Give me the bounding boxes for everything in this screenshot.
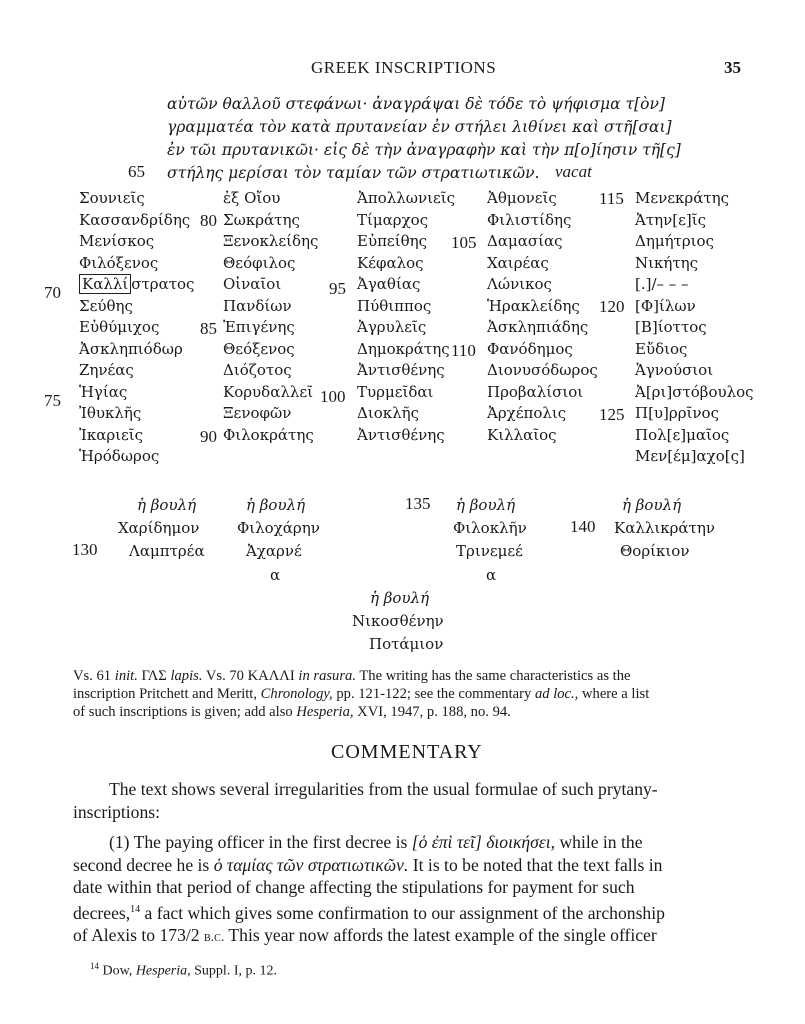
crown-name: Φιλοκλῆν bbox=[453, 519, 527, 537]
name-entry: Φιλόξενος bbox=[79, 253, 159, 272]
name-entry: Ἀγαθίας bbox=[357, 275, 421, 293]
footnote-ref: 14 bbox=[130, 903, 141, 915]
footnote-text: Suppl. I, p. 12. bbox=[194, 963, 277, 979]
crown-demotic: Ἀχαρνέ bbox=[246, 542, 302, 560]
note-text: ad loc., bbox=[534, 686, 579, 702]
name-entry: Εὐπείθης bbox=[357, 232, 427, 250]
name-entry: Ἀπολλωνιεῖς bbox=[357, 189, 456, 207]
crown-boule: ἡ βουλή bbox=[246, 496, 306, 514]
footnote-text: Dow, bbox=[102, 963, 133, 979]
line-number: 95 bbox=[329, 279, 346, 298]
name-entry: Διονυσόδωρος bbox=[487, 361, 598, 379]
name-column-5 bbox=[635, 188, 754, 468]
name-entry: Διοκλῆς bbox=[357, 404, 420, 422]
line-number: 70 bbox=[44, 283, 61, 302]
text-span: (1) The paying officer in the first decree is bbox=[109, 832, 408, 852]
name-entry: Σεύθης bbox=[79, 296, 133, 315]
text-span: b.c. bbox=[203, 929, 225, 945]
decree-line: στήλης μερίσαι τὸν ταμίαν τῶν στρατιωτικῶν. bbox=[167, 164, 540, 182]
name-entry: Φιλιστίδης bbox=[487, 210, 572, 229]
note-text: of such inscriptions is given; add also bbox=[73, 704, 293, 720]
footnote-number: 14 bbox=[90, 961, 99, 971]
name-entry: Δημήτριος bbox=[635, 232, 714, 250]
name-entry: Θεόξενος bbox=[223, 339, 295, 358]
name-entry: Ἀθμονεῖς bbox=[487, 189, 557, 207]
name-entry: Ἐπιγένης bbox=[223, 318, 295, 336]
name-entry: Ἀγρυλεῖς bbox=[357, 318, 427, 336]
line-number: 100 bbox=[320, 387, 346, 406]
note-line bbox=[73, 685, 738, 703]
text-span: second decree he is bbox=[73, 854, 210, 875]
running-header: GREEK INSCRIPTIONS bbox=[311, 58, 497, 77]
name-entry: Προβαλίσιοι bbox=[487, 382, 584, 401]
name-entry: Π[υ]ρρῖνος bbox=[635, 404, 719, 422]
decree-line: γραμματέα τὸν κατὰ πρυτανείαν ἐν στήλει λιθίνει καὶ στῆ[σαι] bbox=[167, 118, 672, 136]
name-entry: Διόζοτος bbox=[223, 361, 292, 379]
line-number: 115 bbox=[599, 189, 624, 208]
line-number: 135 bbox=[405, 494, 431, 513]
name-entry: Νικήτης bbox=[635, 253, 699, 272]
name-entry: [Β]ίοττος bbox=[635, 318, 707, 336]
name-entry: Φιλοκράτης bbox=[223, 425, 314, 444]
crown-demotic: Θορίκιον bbox=[620, 542, 690, 560]
name-entry: Κιλλαῖος bbox=[487, 425, 557, 444]
note-text: The writing has the same characteristics as the bbox=[359, 668, 631, 684]
name-column-4 bbox=[487, 188, 598, 446]
name-entry: Χαιρέας bbox=[487, 253, 549, 272]
decree-line: αὐτῶν θαλλοῦ στεφάνωι· ἀναγράψαι δὲ τόδε τὸ ψήφισμα τ[ὸν] bbox=[167, 95, 665, 113]
name-entry: Κέφαλος bbox=[357, 253, 424, 272]
name-entry: Πύθιππος bbox=[357, 296, 432, 315]
name-entry: Πολ[ε]μαῖος bbox=[635, 425, 730, 444]
greek-phrase: διοικήσει, bbox=[486, 832, 556, 852]
name-entry: Ἀντισθένης bbox=[357, 425, 445, 444]
text-line bbox=[73, 924, 743, 950]
crown-boule: ἡ βουλή bbox=[622, 496, 682, 514]
note-text: init. bbox=[114, 668, 138, 684]
note-text: ΓΛΣ bbox=[141, 668, 167, 684]
crown-name: Χαρίδημον bbox=[118, 519, 200, 537]
text-span: decrees, bbox=[73, 902, 131, 923]
name-column-2 bbox=[223, 188, 318, 446]
rasura-box: Καλλί bbox=[79, 274, 131, 294]
name-entry: Λώνικος bbox=[487, 275, 552, 293]
crown-demotic: Ποτάμιον bbox=[369, 635, 444, 653]
name-column-1 bbox=[79, 188, 194, 468]
line-number: 120 bbox=[599, 297, 625, 316]
critical-notes bbox=[73, 667, 738, 721]
name-entry: Τυρμεῖδαι bbox=[357, 382, 434, 401]
name-entry: Θεόφιλος bbox=[223, 253, 296, 272]
decree-line: ἐν τῶι πρυτανικῶι· εἰς δὲ τὴν ἀναγραφὴν καὶ τὴν π[ο]ίησιν τῆ[ς] bbox=[167, 141, 681, 159]
commentary-heading: COMMENTARY bbox=[331, 741, 483, 763]
name-entry: ἐξ Οἴου bbox=[223, 189, 281, 207]
name-entry: [.]/– – – bbox=[635, 275, 689, 293]
name-entry: Ἰκαριεῖς bbox=[79, 425, 144, 444]
name-entry: Εὐθύμιχος bbox=[79, 318, 160, 336]
name-entry: Δαμασίας bbox=[487, 232, 563, 250]
page-number: 35 bbox=[724, 58, 741, 77]
name-entry: Σωκράτης bbox=[223, 210, 300, 229]
crown-name: Νικοσθένην bbox=[352, 612, 444, 630]
name-entry: Ἀντισθένης bbox=[357, 361, 445, 379]
note-line bbox=[73, 667, 738, 685]
name-entry: Φανόδημος bbox=[487, 339, 573, 358]
name-entry: Ἡγίας bbox=[79, 382, 128, 401]
crown-boule: ἡ βουλή bbox=[370, 589, 430, 607]
line-number: 80 bbox=[200, 211, 217, 230]
text-span: a fact which gives some confirmation to our assignment of the archonship bbox=[144, 902, 665, 923]
text-line bbox=[73, 899, 743, 924]
name-entry: Ἀσκληπιόδωρ bbox=[79, 339, 183, 358]
crown-demotic: Λαμπτρέα bbox=[129, 542, 205, 560]
name-entry: Ἀ[ρι]στόβουλος bbox=[635, 382, 754, 401]
note-text: pp. 121-122; see the commentary bbox=[336, 686, 532, 702]
name-entry: Εὔδιος bbox=[635, 339, 688, 358]
line-number: 90 bbox=[200, 427, 217, 446]
name-entry: Ξενοκλείδης bbox=[223, 232, 319, 250]
footnote bbox=[90, 961, 277, 980]
text-span: It is to be noted that the text falls in bbox=[412, 854, 663, 875]
note-text: Vs. 70 ΚΑΛΛΙ bbox=[205, 668, 295, 684]
line-number: 75 bbox=[44, 391, 61, 410]
name-entry: Σουνιεῖς bbox=[79, 189, 145, 207]
note-text: where a list bbox=[581, 686, 650, 702]
name-column-3 bbox=[357, 188, 455, 446]
text-line: inscriptions: bbox=[73, 801, 160, 822]
commentary-body bbox=[73, 778, 743, 949]
name-entry: Ζηνέας bbox=[79, 361, 134, 379]
text-line bbox=[73, 831, 743, 854]
note-text: Hesperia, bbox=[296, 704, 354, 720]
name-entry: Ἰθυκλῆς bbox=[79, 404, 142, 422]
text-line bbox=[73, 854, 743, 877]
name-entry: Μενεκράτης bbox=[635, 189, 730, 207]
line-number: 110 bbox=[451, 341, 476, 360]
crown-demotic: Τρινεμεέ bbox=[456, 542, 523, 560]
note-line bbox=[73, 703, 738, 721]
note-text: inscription Pritchett and Meritt, bbox=[73, 686, 258, 702]
line-number: 130 bbox=[72, 540, 98, 559]
text-span: of Alexis to 173/2 bbox=[73, 924, 200, 945]
footnote-text: Hesperia, bbox=[135, 963, 191, 979]
note-text: lapis. bbox=[170, 668, 203, 684]
text-line: The text shows several irregularities from the usual formulae of such prytany- bbox=[109, 779, 658, 799]
greek-phrase: ὁ ταμίας τῶν στρατιωτικῶν. bbox=[213, 854, 409, 875]
name-entry: Κασσανδρίδης bbox=[79, 210, 191, 229]
name-entry: Ἡρόδωρος bbox=[79, 447, 160, 465]
crown-name: Καλλικράτην bbox=[614, 519, 715, 537]
name-entry: Τίμαρχος bbox=[357, 210, 429, 229]
name-entry: Ἀσκληπιάδης bbox=[487, 318, 589, 336]
text-line: date within that period of change affecting the stipulations for payment for such bbox=[73, 877, 635, 897]
line-number: 65 bbox=[128, 162, 145, 181]
vacat-label: vacat bbox=[555, 162, 592, 181]
name-entry: Ἀρχέπολις bbox=[487, 404, 567, 422]
note-text: Chronology, bbox=[260, 686, 333, 702]
note-text: Vs. 61 bbox=[73, 668, 112, 684]
name-entry: Δημοκράτης bbox=[357, 339, 450, 358]
line-number: 105 bbox=[451, 233, 477, 252]
crown-suffix: α bbox=[486, 566, 497, 584]
line-number: 85 bbox=[200, 319, 217, 338]
name-entry: Ἀτην[ε]ῖς bbox=[635, 210, 706, 229]
note-text: XVI, 1947, p. 188, no. 94. bbox=[357, 704, 511, 720]
name-entry: Πανδίων bbox=[223, 296, 292, 315]
line-number: 125 bbox=[599, 405, 625, 424]
name-entry: Ξενοφῶν bbox=[223, 404, 292, 422]
name-entry: Μενίσκος bbox=[79, 232, 155, 250]
name-entry: Κορυδαλλεῖ bbox=[223, 382, 313, 401]
name-entry: Οἰναῖοι bbox=[223, 275, 282, 293]
greek-phrase: [ὁ ἐπὶ τεῖ] bbox=[411, 832, 482, 852]
crown-name: Φιλοχάρην bbox=[237, 519, 320, 537]
rasura-suffix: στρατος bbox=[131, 275, 195, 293]
name-entry: Ἡρακλείδης bbox=[487, 296, 580, 315]
crown-boule: ἡ βουλή bbox=[456, 496, 516, 514]
crown-suffix: α bbox=[270, 566, 281, 584]
name-entry: Ἁγνούσιοι bbox=[635, 361, 714, 379]
crown-boule: ἡ βουλή bbox=[137, 496, 197, 514]
name-entry: Μεν[έμ]αχο[ς] bbox=[635, 447, 745, 465]
note-text: in rasura. bbox=[298, 668, 356, 684]
name-entry: [Φ]ίλων bbox=[635, 296, 696, 315]
text-span: while in the bbox=[559, 832, 643, 852]
text-span: This year now affords the latest example of the single officer bbox=[228, 924, 657, 945]
name-entry-rasura bbox=[79, 274, 194, 296]
line-number: 140 bbox=[570, 517, 596, 536]
